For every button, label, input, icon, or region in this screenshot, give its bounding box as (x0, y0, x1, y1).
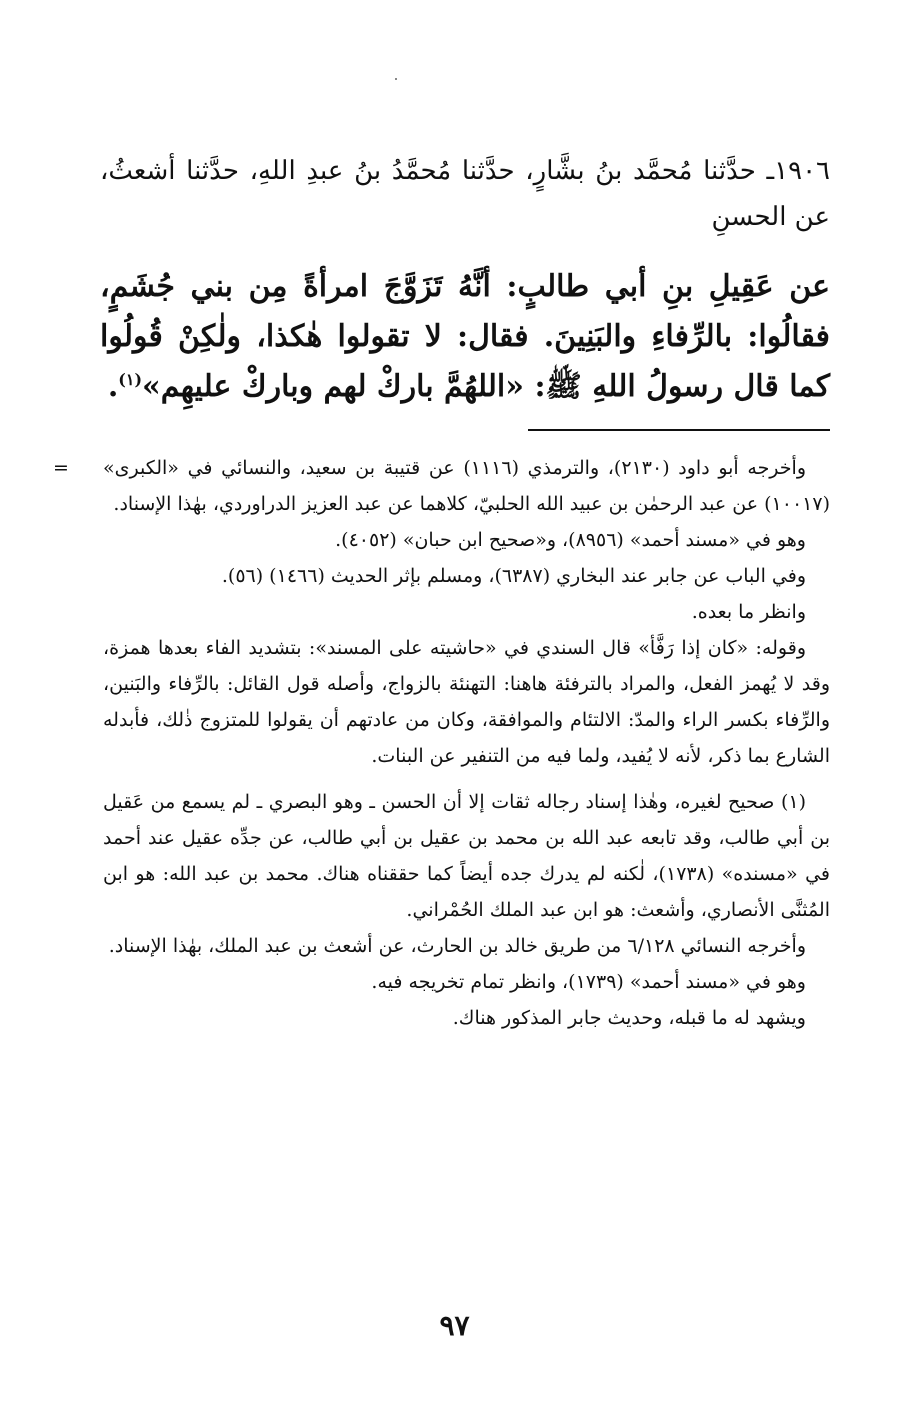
footnotes-section (53, 450, 830, 1036)
footnote-paragraph (103, 558, 830, 594)
footnote-text: وأخرجه النسائي ٦/١٢٨ من طريق خالد بن الحارث، عن أشعث بن عبد الملك، بهٰذا الإسناد. (108, 935, 806, 957)
footnote-text: ويشهد له ما قبله، وحديث جابر المذكور هناك. (452, 1007, 806, 1029)
hadith-end-mark: . (107, 369, 119, 404)
footnote-paragraph (53, 450, 830, 522)
hadith-isnad (100, 148, 830, 240)
footnote-text: وأخرجه أبو داود (٢١٣٠)، والترمذي (١١١٦) عن قتيبة بن سعيد، والنسائي في «الكبرى» (١٠٠١٧) عن عبد الرحمٰن بن عبيد الله الحلبيّ، كلاهما عن عبد العزيز الدراوردي، بهٰذا الإسناد. (103, 457, 830, 515)
hadith-matn-text: عن عَقِيلِ بنِ أبي طالبٍ: أنَّهُ تَزَوَّجَ امرأةً مِن بني جُشَمٍ، فقالُوا: بالرِّفاءِ والبَنِينَ. فقال: لا تقولوا هٰكذا، ولٰكِنْ قُولُوا كما قال رسولُ اللهِ ﷺ: «اللهُمَّ باركْ لهم وباركْ عليهِم» (100, 269, 830, 404)
footnote-paragraph (103, 630, 830, 774)
continuation-marker: = (53, 457, 69, 479)
footnote-text: وهو في «مسند أحمد» (٨٩٥٦)، و«صحيح ابن حبان» (٤٠٥٢). (335, 529, 806, 551)
scan-speck (395, 78, 397, 80)
footnote-text: وانظر ما بعده. (691, 601, 806, 623)
footnote-divider (528, 429, 830, 431)
footnote-paragraph (103, 964, 830, 1000)
footnote-text: وهو في «مسند أحمد» (١٧٣٩)، وانظر تمام تخريجه فيه. (371, 971, 806, 993)
page-number: ٩٧ (439, 1309, 470, 1342)
footnote-paragraph (103, 594, 830, 630)
footnote-text: (١) صحيح لغيره، وهٰذا إسناد رجاله ثقات إلا أن الحسن ـ وهو البصري ـ لم يسمع من عَقيل بن أبي طالب، وقد تابعه عبد الله بن محمد بن عقيل بن أبي طالب، عن جدِّه عقيل عند أحمد في «مسنده» (١٧٣٨)، لٰكنه لم يدرك جده أيضاً كما حققناه هناك. محمد بن عبد الله: هو ابن المُثنَّى الأنصاري، وأشعث: هو ابن عبد الملك الحُمْراني. (103, 791, 830, 921)
footnote-paragraph (103, 1000, 830, 1036)
hadith-isnad-text: ١٩٠٦ـ حدَّثنا مُحمَّد بنُ بشَّارٍ، حدَّثنا مُحمَّدُ بنُ عبدِ اللهِ، حدَّثنا أشعثُ، عن الحسنِ (100, 156, 830, 232)
footnote-paragraph (103, 928, 830, 964)
footnote-1 (103, 784, 830, 928)
footnote-text: وفي الباب عن جابر عند البخاري (٦٣٨٧)، ومسلم بإثر الحديث (١٤٦٦) (٥٦). (221, 565, 806, 587)
footnote-paragraph (103, 522, 830, 558)
hadith-matn (100, 262, 830, 412)
footnote-text: وقوله: «كان إذا رَفَّأ» قال السندي في «حاشيته على المسند»: بتشديد الفاء بعدها همزة، وقد لا يُهمز الفعل، والمراد بالترفئة هاهنا: التهنئة بالزواج، وأصله قول القائل: بالرِّفاء والبَنين، والرِّفاء بكسر الراء والمدّ: الالتئام والموافقة، وكان من عادتهم أن يقولوا للمتزوج ذٰلك، فأبدله الشارع بما ذكر، لأنه لا يُفيد، ولما فيه من التنفير عن البنات. (103, 637, 830, 767)
footnote-reference: (١) (118, 370, 143, 389)
